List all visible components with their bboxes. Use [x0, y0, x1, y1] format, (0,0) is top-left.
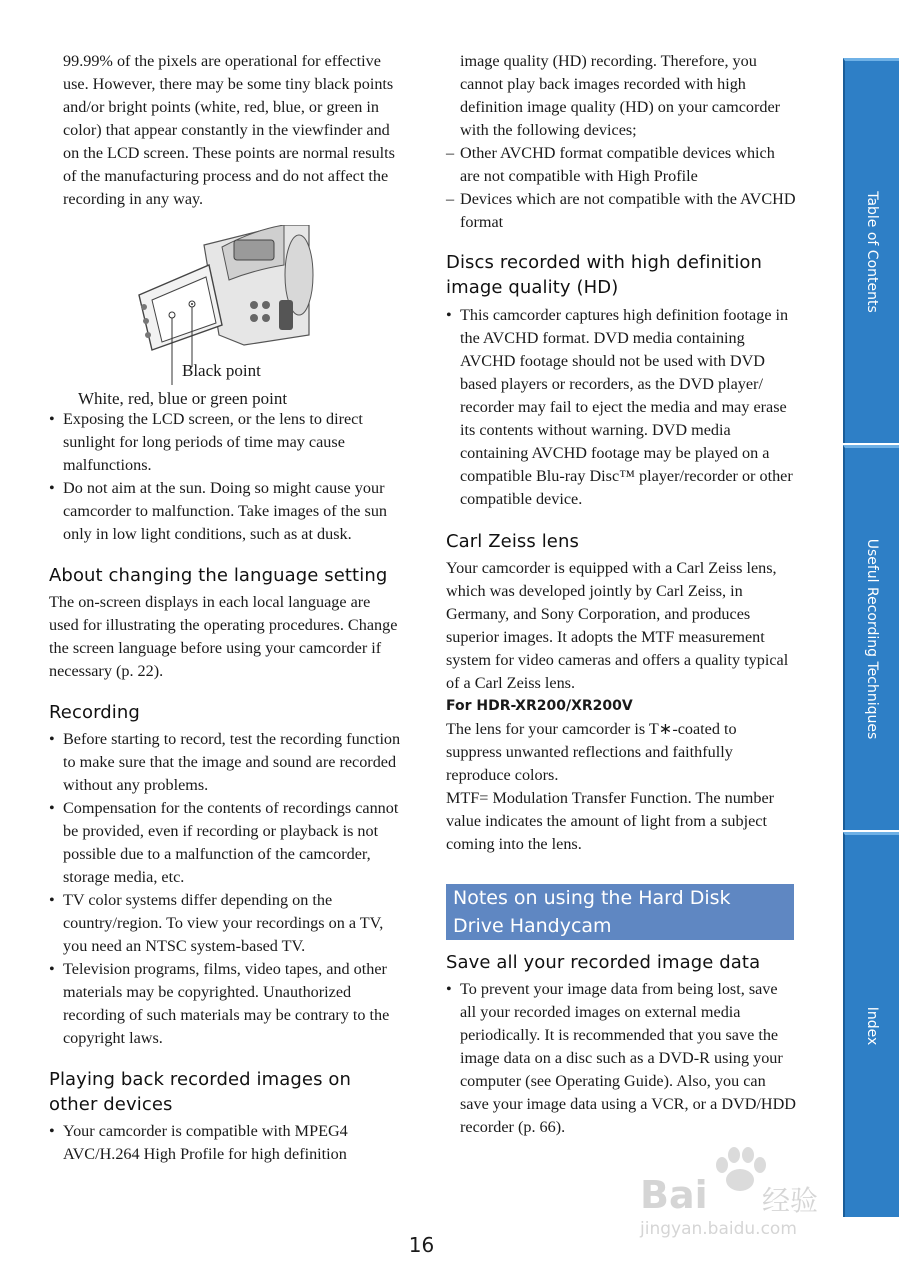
watermark-url: jingyan.baidu.com [640, 1219, 797, 1239]
list-item: • TV color systems differ depending on the country/region. To view your recordings on a TV, you need an NTSC system-based TV. [49, 889, 401, 958]
list-item: • This camcorder captures high definition footage in the AVCHD format. DVD media containing AVCHD footage should not be used with DVD based players or recorders, as the DVD player/ recorder may fail to eject the media and may erase its contents without warning. DVD media containing AVCHD footage may be played on a compatible Blu-ray Disc™ player/recorder or other compatible device. [446, 304, 796, 511]
list-item: • Before starting to record, test the recording function to make sure that the image and sound are recorded without any problems. [49, 728, 401, 797]
list-item: • Television programs, films, video tapes, and other materials may be copyrighted. Unauthorized recording of such materials may be contrary to the copyright laws. [49, 958, 401, 1050]
model-heading: For HDR-XR200/XR200V [446, 698, 633, 714]
list-item: • To prevent your image data from being lost, save all your recorded images on external media periodically. It is recommended that you save the image data on a disc such as a DVD-R using your computer (see Operating Guide). Also, you can save your image data using a VCR, or a DVD/HDD recorder (p. 66). [446, 978, 796, 1139]
sunlight-bullets [49, 408, 401, 546]
colored-point-label: White, red, blue or green point [78, 389, 288, 408]
incompatible-devices-list [446, 142, 796, 234]
tab-label: Useful Recording Techniques [864, 538, 880, 740]
list-item: • Do not aim at the sun. Doing so might cause your camcorder to malfunction. Take images of the sun only in low light conditions, such as at dusk. [49, 477, 401, 546]
paw-icon [710, 1145, 770, 1195]
page-number: 16 [408, 1233, 435, 1257]
intro-paragraph: 99.99% of the pixels are operational for effective use. However, there may be some tiny black points and/or bright points (white, red, blue, or green in color) that appear constantly in the viewfinder and on the LCD screen. These points are normal results of the manufacturing process and do not affect the recording in any way. [63, 52, 395, 208]
continuation-paragraph: image quality (HD) recording. Therefore, you cannot play back images recorded with high definition image quality (HD) on your camcorder with the following devices; [460, 52, 781, 139]
list-item: • Compensation for the contents of recordings cannot be provided, even if recording or playback is not possible due to a malfunction of the camcorder, storage media, etc. [49, 797, 401, 889]
left-column [49, 50, 401, 1166]
hdd-section-banner: Notes on using the Hard Disk Drive Handycam [446, 884, 794, 940]
right-column [446, 50, 796, 1139]
tab-table-of-contents[interactable] [843, 58, 899, 443]
language-body: The on-screen displays in each local language are used for illustrating the operating procedures. Change the screen language before using your camcorder if necessary (p. 22). [49, 593, 398, 680]
save-bullets [446, 978, 796, 1139]
playback-heading: Playing back recorded images on other devices [49, 1069, 351, 1115]
mtf-note: MTF= Modulation Transfer Function. The number value indicates the amount of light from a subject coming into the lens. [446, 789, 775, 853]
list-item: • Exposing the LCD screen, or the lens to direct sunlight for long periods of time may cause malfunctions. [49, 408, 401, 477]
watermark-brand: Bai [640, 1173, 708, 1217]
watermark-brand-cn: 经验 [762, 1184, 819, 1217]
tab-label: Table of Contents [864, 191, 880, 313]
save-heading: Save all your recorded image data [446, 952, 761, 973]
baidu-watermark [640, 1145, 840, 1245]
camcorder-figure [49, 225, 401, 408]
zeiss-body: Your camcorder is equipped with a Carl Zeiss lens, which was developed jointly by Carl Zeiss, in Germany, and Sony Corporation, and produces superior images. It adopts the MTF measurement system for video cameras and offers a quality typical of a Carl Zeiss lens. [446, 559, 789, 692]
model-body: The lens for your camcorder is T∗-coated to suppress unwanted reflections and faithfully reproduce colors. [446, 720, 737, 784]
tab-useful-recording-techniques[interactable] [843, 445, 899, 830]
discs-bullets [446, 304, 796, 511]
tab-index[interactable] [843, 832, 899, 1217]
recording-bullets [49, 728, 401, 1050]
list-item: • Your camcorder is compatible with MPEG4 AVC/H.264 High Profile for high definition [49, 1120, 401, 1166]
recording-heading: Recording [49, 702, 140, 723]
black-point-label: Black point [182, 361, 261, 380]
language-heading: About changing the language setting [49, 565, 388, 586]
zeiss-heading: Carl Zeiss lens [446, 531, 579, 552]
discs-heading: Discs recorded with high definition image quality (HD) [446, 252, 763, 298]
tab-label: Index [864, 1006, 880, 1046]
playback-bullets [49, 1120, 401, 1166]
list-item: – Other AVCHD format compatible devices which are not compatible with High Profile [446, 142, 796, 188]
list-item: – Devices which are not compatible with the AVCHD format [446, 188, 796, 234]
